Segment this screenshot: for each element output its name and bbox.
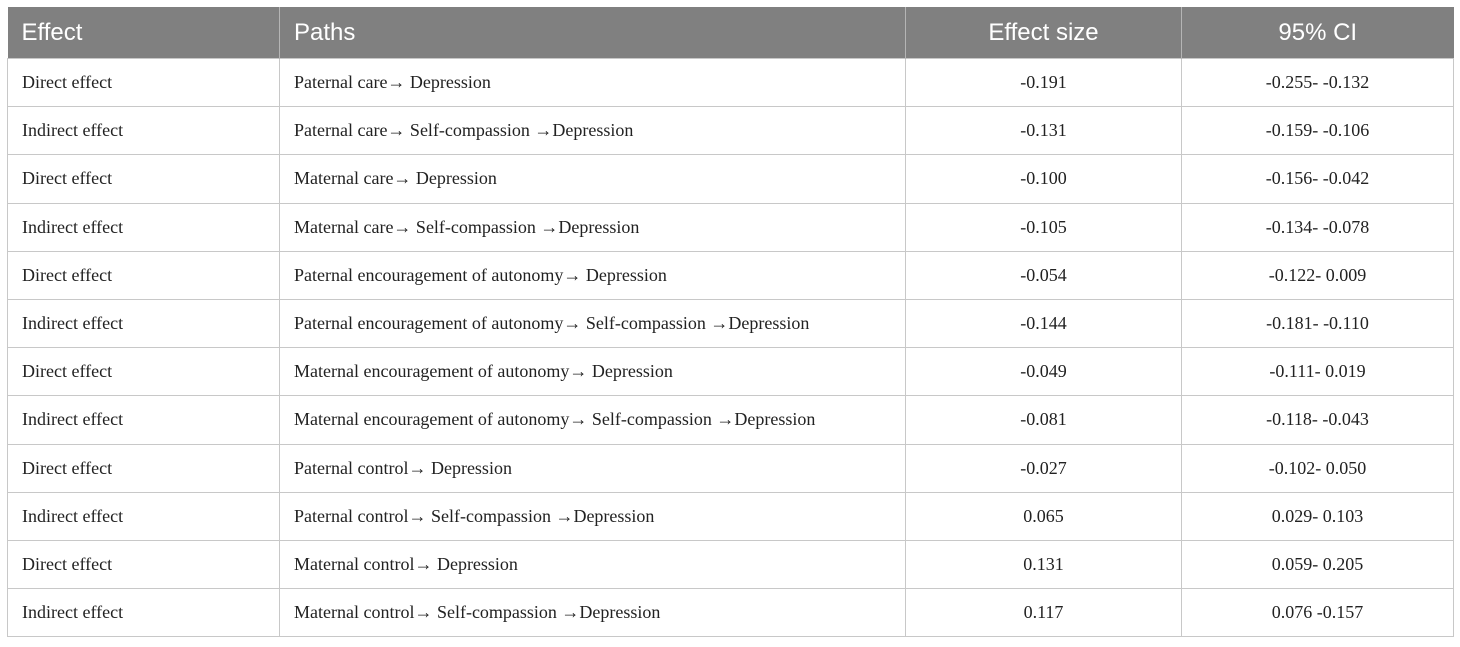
cell-effect-size: 0.131: [906, 540, 1182, 588]
cell-ci: -0.122- 0.009: [1182, 251, 1454, 299]
cell-effect: Indirect effect: [8, 396, 280, 444]
mediation-effects-table-container: [7, 7, 1453, 637]
cell-effect-size: -0.144: [906, 299, 1182, 347]
cell-path: Paternal control→ Depression: [280, 444, 906, 492]
table-row: [8, 59, 1454, 107]
cell-effect-size: -0.027: [906, 444, 1182, 492]
cell-ci: 0.059- 0.205: [1182, 540, 1454, 588]
cell-effect: Indirect effect: [8, 492, 280, 540]
header-row: [8, 7, 1454, 59]
header-effect-size: Effect size: [906, 7, 1182, 59]
mediation-effects-table: [7, 7, 1454, 637]
table-row: [8, 251, 1454, 299]
cell-path: Maternal encouragement of autonomy→ Depression: [280, 348, 906, 396]
cell-effect-size: -0.100: [906, 155, 1182, 203]
cell-ci: 0.029- 0.103: [1182, 492, 1454, 540]
table-row: [8, 155, 1454, 203]
cell-ci: -0.255- -0.132: [1182, 59, 1454, 107]
cell-ci: -0.102- 0.050: [1182, 444, 1454, 492]
table-row: [8, 203, 1454, 251]
table-row: [8, 299, 1454, 347]
cell-ci: -0.159- -0.106: [1182, 107, 1454, 155]
cell-effect: Direct effect: [8, 251, 280, 299]
table-header: [8, 7, 1454, 59]
cell-effect: Direct effect: [8, 59, 280, 107]
cell-effect: Indirect effect: [8, 203, 280, 251]
cell-path: Maternal encouragement of autonomy→ Self-compassion →Depression: [280, 396, 906, 444]
cell-effect: Direct effect: [8, 348, 280, 396]
cell-effect: Direct effect: [8, 540, 280, 588]
cell-effect: Indirect effect: [8, 107, 280, 155]
cell-path: Paternal encouragement of autonomy→ Self-compassion →Depression: [280, 299, 906, 347]
cell-effect: Direct effect: [8, 155, 280, 203]
cell-effect: Direct effect: [8, 444, 280, 492]
cell-ci: -0.156- -0.042: [1182, 155, 1454, 203]
header-95-ci: 95% CI: [1182, 7, 1454, 59]
cell-effect-size: 0.117: [906, 589, 1182, 637]
cell-effect-size: 0.065: [906, 492, 1182, 540]
table-row: [8, 107, 1454, 155]
cell-effect: Indirect effect: [8, 299, 280, 347]
cell-path: Maternal control→ Self-compassion →Depression: [280, 589, 906, 637]
table-body: [8, 59, 1454, 637]
cell-path: Maternal care→ Depression: [280, 155, 906, 203]
table-row: [8, 540, 1454, 588]
cell-ci: 0.076 -0.157: [1182, 589, 1454, 637]
cell-effect: Indirect effect: [8, 589, 280, 637]
cell-path: Paternal encouragement of autonomy→ Depression: [280, 251, 906, 299]
cell-path: Paternal care→ Self-compassion →Depression: [280, 107, 906, 155]
cell-effect-size: -0.054: [906, 251, 1182, 299]
table-row: [8, 589, 1454, 637]
cell-effect-size: -0.191: [906, 59, 1182, 107]
header-effect: Effect: [8, 7, 280, 59]
cell-path: Maternal care→ Self-compassion →Depression: [280, 203, 906, 251]
cell-path: Paternal care→ Depression: [280, 59, 906, 107]
table-row: [8, 348, 1454, 396]
cell-effect-size: -0.081: [906, 396, 1182, 444]
cell-path: Maternal control→ Depression: [280, 540, 906, 588]
cell-effect-size: -0.049: [906, 348, 1182, 396]
cell-path: Paternal control→ Self-compassion →Depression: [280, 492, 906, 540]
cell-ci: -0.118- -0.043: [1182, 396, 1454, 444]
cell-ci: -0.111- 0.019: [1182, 348, 1454, 396]
table-row: [8, 444, 1454, 492]
cell-ci: -0.181- -0.110: [1182, 299, 1454, 347]
cell-ci: -0.134- -0.078: [1182, 203, 1454, 251]
table-row: [8, 492, 1454, 540]
cell-effect-size: -0.131: [906, 107, 1182, 155]
table-row: [8, 396, 1454, 444]
header-paths: Paths: [280, 7, 906, 59]
cell-effect-size: -0.105: [906, 203, 1182, 251]
